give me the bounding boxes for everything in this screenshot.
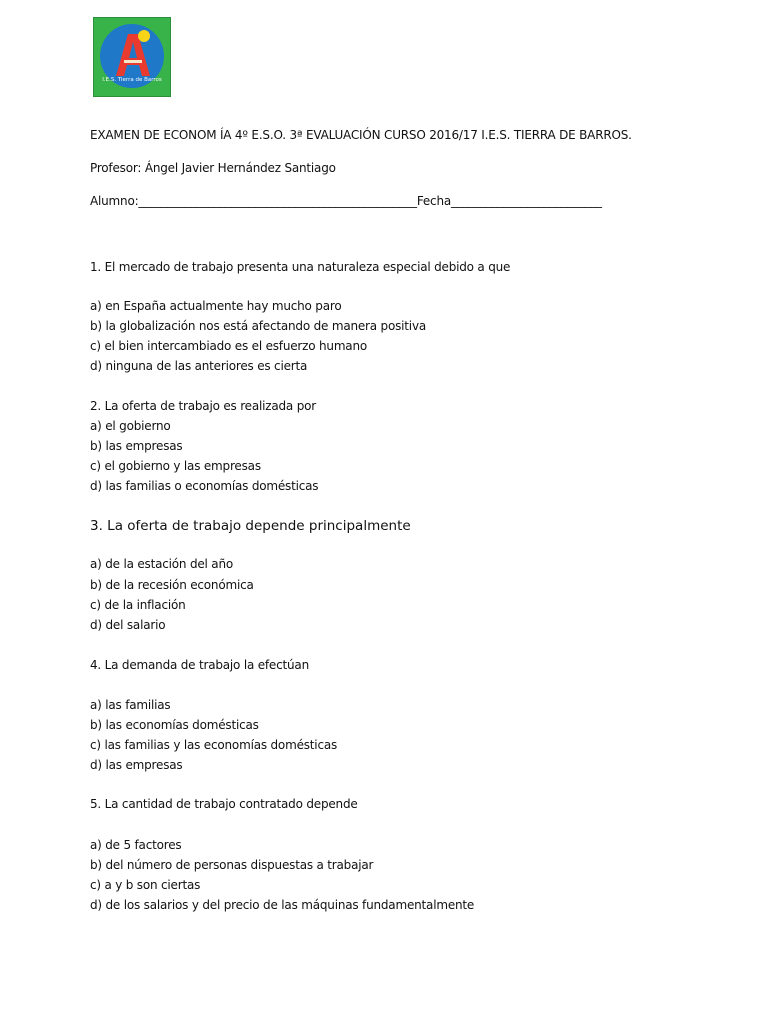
q3-option-d: d) del salario: [90, 618, 166, 632]
q5-option-d: d) de los salarios y del precio de las máquinas fundamentalmente: [90, 898, 475, 912]
q4-option-d: d) las empresas: [90, 758, 183, 772]
logo-caption: I.E.S. Tierra de Barros: [102, 77, 162, 83]
q2-option-d: d) las familias o economías domésticas: [90, 479, 319, 493]
q2-option-a: a) el gobierno: [90, 419, 171, 433]
question-3: 3. La oferta de trabajo depende principalmente: [90, 518, 411, 534]
q4-option-c: c) las familias y las economías domésticas: [90, 738, 338, 752]
question-1: 1. El mercado de trabajo presenta una naturaleza especial debido a que: [90, 260, 511, 274]
school-logo: [93, 17, 171, 97]
q3-option-b: b) de la recesión económica: [90, 578, 254, 592]
q3-option-c: c) de la inflación: [90, 598, 186, 612]
question-2: 2. La oferta de trabajo es realizada por: [90, 399, 316, 413]
question-5: 5. La cantidad de trabajo contratado depende: [90, 797, 358, 811]
q2-option-b: b) las empresas: [90, 439, 183, 453]
q4-option-b: b) las economías domésticas: [90, 718, 259, 732]
q1-option-c: c) el bien intercambiado es el esfuerzo humano: [90, 339, 368, 353]
q3-option-a: a) de la estación del año: [90, 557, 234, 571]
q1-option-d: d) ninguna de las anteriores es cierta: [90, 359, 308, 373]
q5-option-c: c) a y b son ciertas: [90, 878, 201, 892]
q1-option-b: b) la globalización nos está afectando de manera positiva: [90, 319, 426, 333]
q1-option-a: a) en España actualmente hay mucho paro: [90, 299, 342, 313]
q5-option-b: b) del número de personas dispuestas a trabajar: [90, 858, 374, 872]
q5-option-a: a) de 5 factores: [90, 838, 182, 852]
q2-option-c: c) el gobierno y las empresas: [90, 459, 261, 473]
teacher-line: Profesor: Ángel Javier Hernández Santiago: [90, 161, 336, 175]
exam-title: EXAMEN DE ECONOM ÍA 4º E.S.O. 3ª EVALUACIÓN CURSO 2016/17 I.E.S. TIERRA DE BARROS.: [90, 128, 632, 142]
q4-option-a: a) las familias: [90, 698, 171, 712]
school-logo-graphic: [94, 18, 170, 96]
question-4: 4. La demanda de trabajo la efectúan: [90, 658, 309, 672]
student-date-line: Alumno:________________________________________________Fecha__________________________: [90, 194, 602, 208]
